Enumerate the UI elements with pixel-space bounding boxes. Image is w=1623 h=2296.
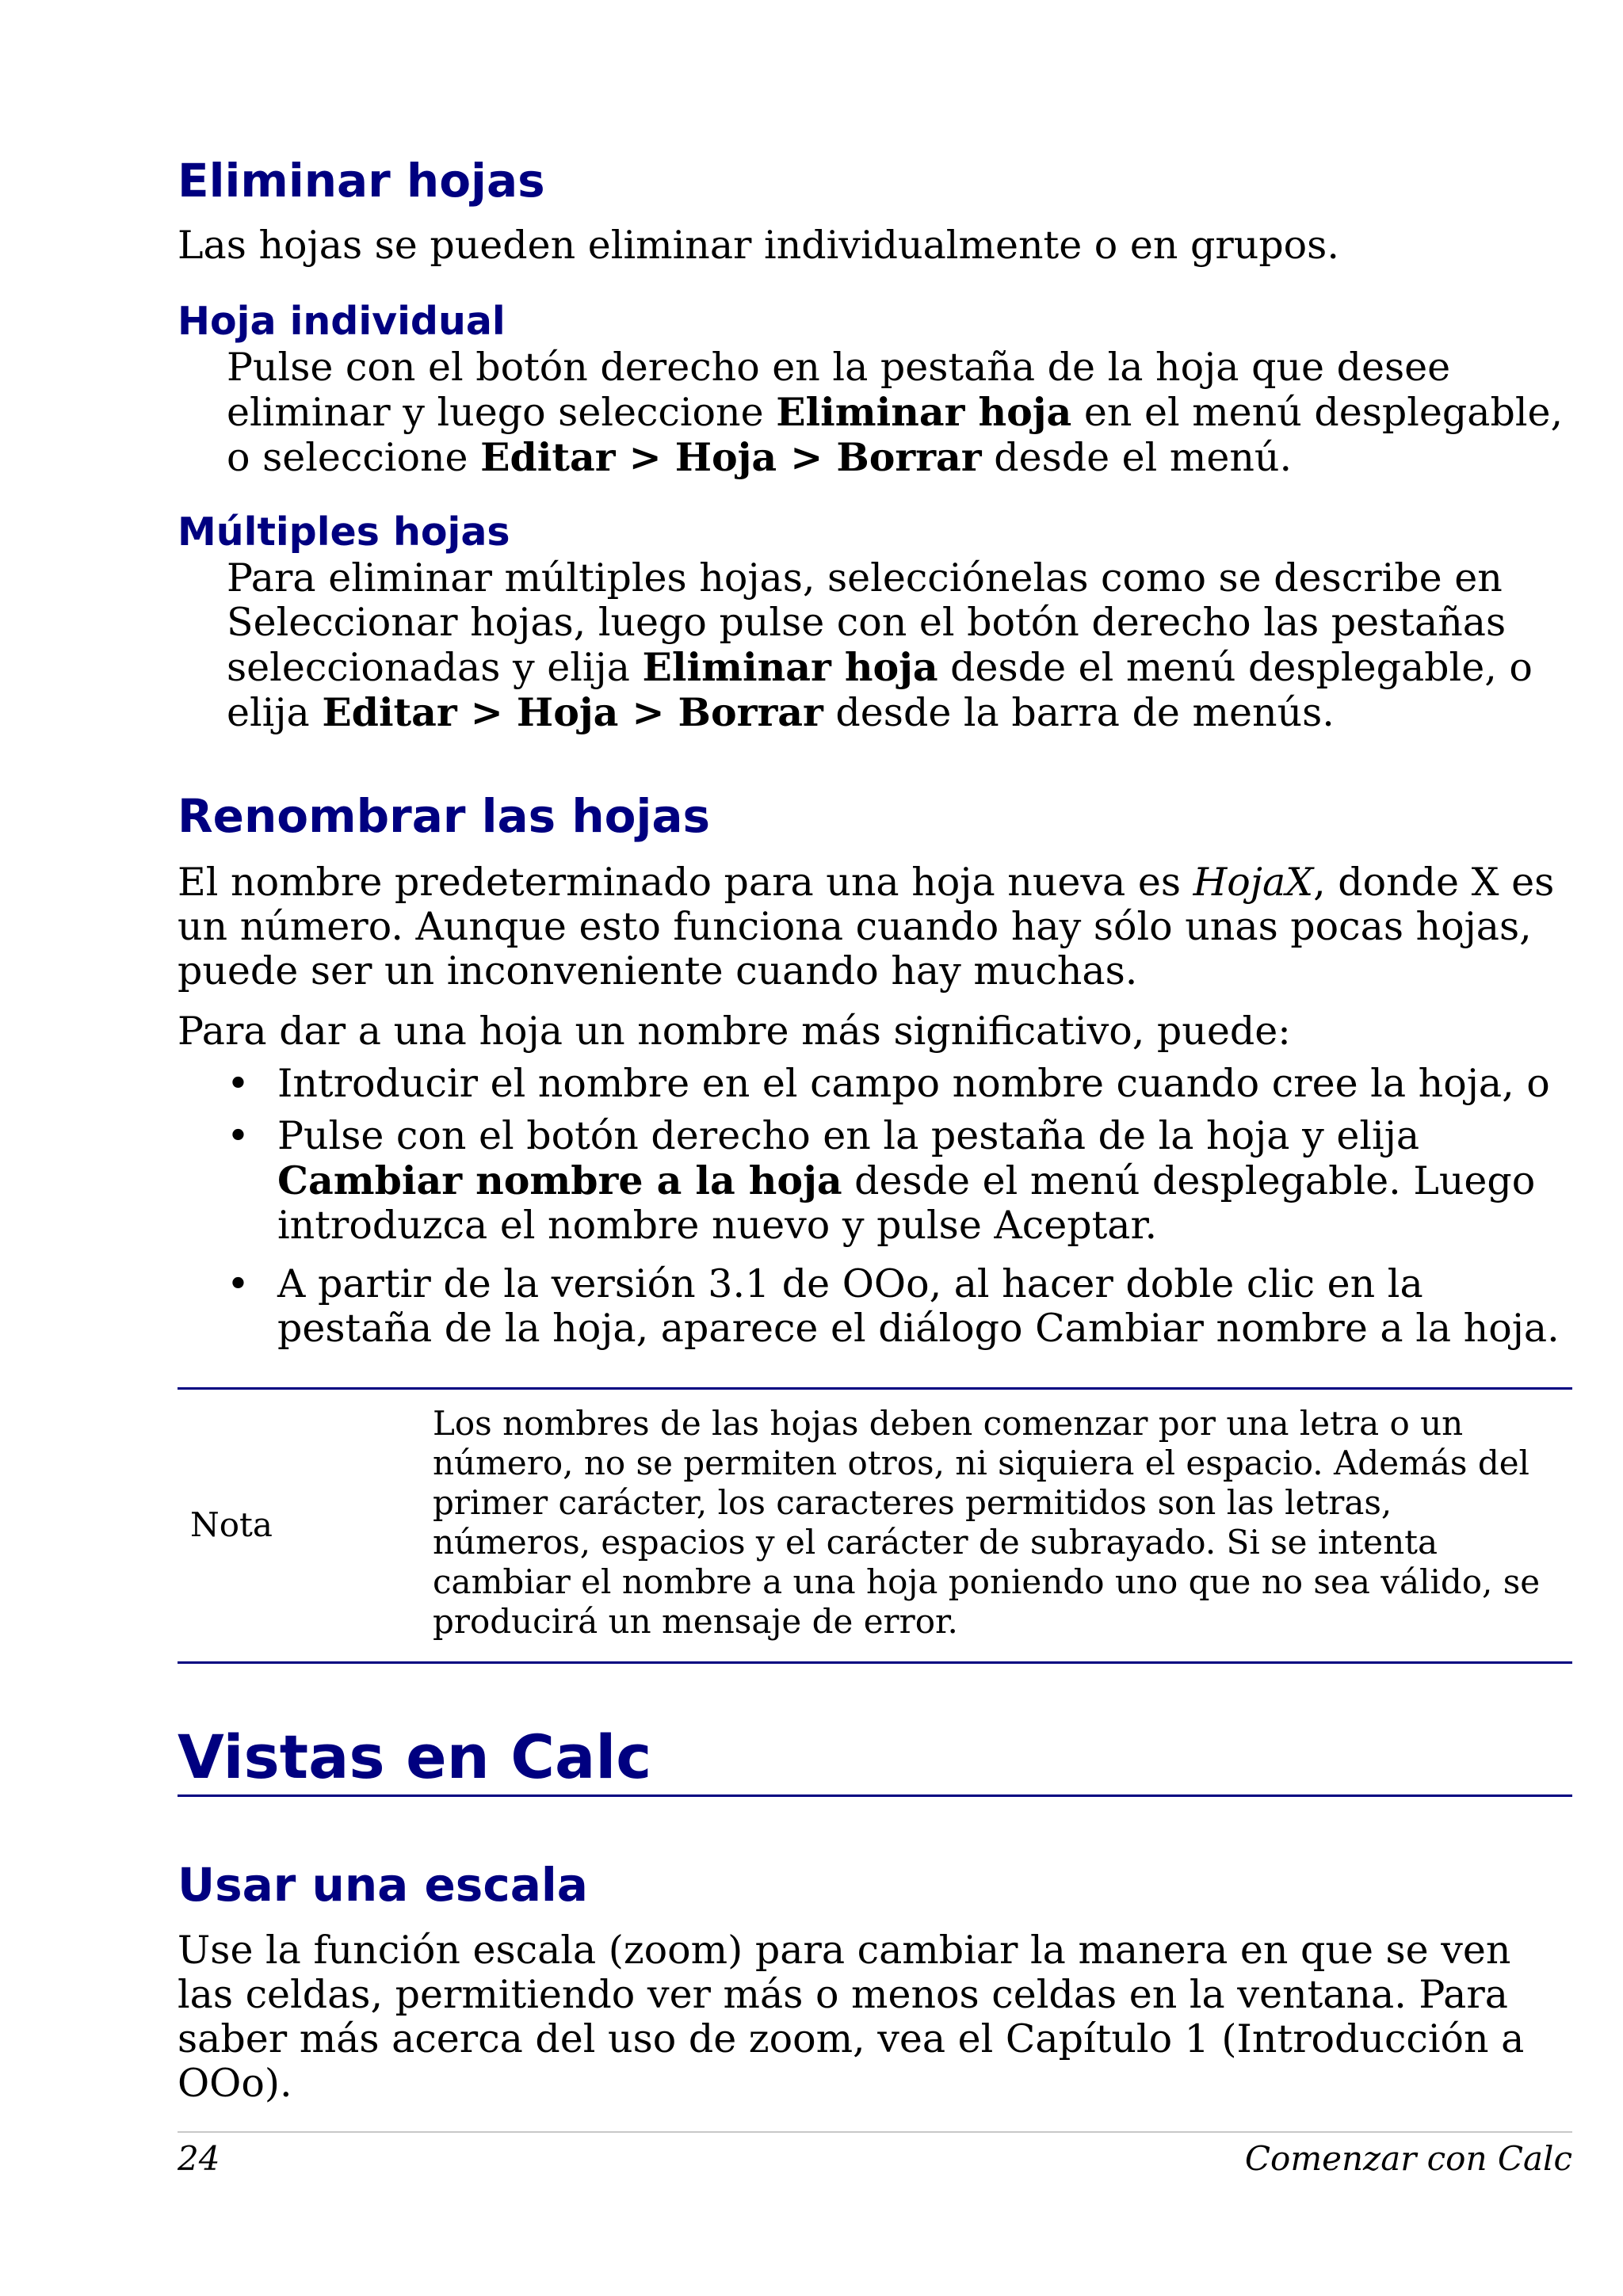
paragraph-renombrar-1 [178, 860, 1572, 994]
note-label: Nota [190, 1505, 273, 1544]
heading-eliminar-hojas: Eliminar hojas [178, 154, 545, 208]
list-item-text: Pulse con el botón derecho en la pestaña de la hoja y elija [277, 1113, 1420, 1158]
heading-vistas-en-calc: Vistas en Calc [178, 1722, 652, 1792]
bold-run: Cambiar nombre a la hoja [277, 1158, 842, 1203]
list-item-text: Introducir el nombre en el campo nombre cuando cree la hoja, o [277, 1061, 1550, 1106]
note-box [178, 1387, 1572, 1664]
text-run: , donde X es un número. Aunque esto funciona cuando hay sólo unas pocas hojas, puede ser un inconveniente cuando hay muchas. [178, 860, 1555, 994]
bold-run: Editar > Hoja > Borrar [322, 689, 823, 735]
text-run: desde la barra de menús. [823, 690, 1335, 735]
bold-run: Eliminar hoja [776, 389, 1072, 435]
text-run: desde el menú. [981, 435, 1293, 480]
bullet-icon: • [227, 1113, 250, 1158]
text-run: Para eliminar múltiples hojas, selecciónelas como se describe en Seleccionar hojas, luego pulse con el botón derecho las pestañas seleccionadas y elija [227, 555, 1507, 690]
list-item [227, 1062, 1574, 1106]
list-item [227, 1114, 1574, 1248]
paragraph-escala: Use la función escala (zoom) para cambiar la manera en que se ven las celdas, permitiendo ver más o menos celdas en la ventana. Para saber más acerca del uso de zoom, vea el Capítulo 1 (Introducción a OOo). [178, 1928, 1525, 2106]
term-hoja-individual: Hoja individual [178, 299, 506, 344]
text-run: en el menú desplegable, o seleccione [227, 390, 1564, 480]
text-run: El nombre predeterminado para una hoja nueva es [178, 860, 1193, 905]
bullet-icon: • [227, 1261, 250, 1306]
heading-underline [178, 1794, 1572, 1797]
page-footer [178, 2139, 1572, 2179]
bullet-icon: • [227, 1061, 250, 1106]
term-multiples-hojas: Múltiples hojas [178, 509, 510, 555]
heading-renombrar-hojas: Renombrar las hojas [178, 789, 711, 843]
text-run: Pulse con el botón derecho en la pestaña de la hoja que desee eliminar y luego seleccione [227, 345, 1451, 435]
note-text: Los nombres de las hojas deben comenzar por una letra o un número, no se permiten otros, ni siquiera el espacio. Además del primer carácter, los caracteres permitidos son las letras, números, espacios y el carácter de subrayado. Si se intenta cambiar el nombre a una hoja poniendo uno que no sea válido, se producirá un mensaje de error. [433, 1404, 1541, 1641]
footer-title: Comenzar con Calc [1244, 2139, 1572, 2178]
bullet-list [227, 1062, 1574, 1351]
definition-hoja-individual [227, 345, 1574, 480]
footer-divider [178, 2131, 1572, 2133]
text-run: desde el menú desplegable, o elija [227, 645, 1533, 735]
bold-run: Eliminar hoja [642, 644, 938, 690]
list-item-text: desde el menú desplegable. Luego introduzca el nombre nuevo y pulse Aceptar. [277, 1158, 1536, 1248]
italic-run: HojaX [1193, 860, 1314, 905]
page-number: 24 [178, 2139, 220, 2178]
paragraph-renombrar-2: Para dar a una hoja un nombre más significativo, puede: [178, 1009, 1291, 1054]
heading-usar-una-escala: Usar una escala [178, 1858, 588, 1912]
definition-multiples-hojas [227, 556, 1574, 735]
bold-run: Editar > Hoja > Borrar [480, 434, 982, 480]
paragraph-eliminar-intro: Las hojas se pueden eliminar individualmente o en grupos. [178, 223, 1339, 268]
list-item-text: A partir de la versión 3.1 de OOo, al hacer doble clic en la pestaña de la hoja, aparece el diálogo Cambiar nombre a la hoja. [277, 1261, 1560, 1351]
list-item [227, 1262, 1574, 1351]
